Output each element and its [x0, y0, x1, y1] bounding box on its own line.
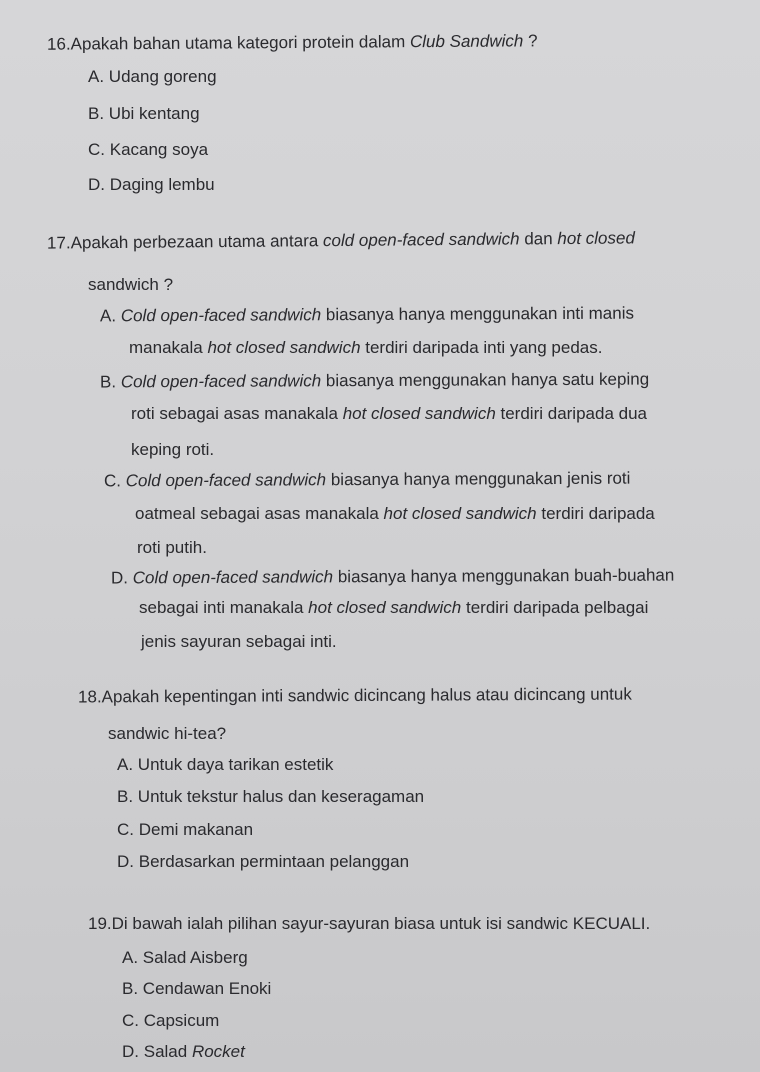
q17-option-a-line2 [129, 338, 602, 358]
option-text: terdiri daripada [536, 504, 655, 523]
option-letter: A. [122, 948, 139, 967]
option-letter: C. [88, 140, 105, 159]
question-number: 18. [77, 687, 102, 707]
option-letter: B. [99, 372, 117, 392]
question-text: dan [519, 229, 558, 249]
question-17-stem-line1 [47, 228, 635, 253]
option-text: jenis sayuran sebagai inti. [141, 632, 337, 651]
q18-option-d[interactable] [117, 852, 409, 872]
question-number: 17. [46, 233, 71, 253]
q17-option-b-line3 [131, 440, 214, 460]
option-text: biasanya hanya menggunakan buah-buahan [333, 565, 675, 587]
option-text: terdiri daripada inti yang pedas. [360, 338, 603, 357]
option-text: Udang goreng [108, 67, 217, 86]
option-letter: C. [122, 1011, 139, 1030]
option-text-italic: hot closed sandwich [207, 338, 361, 357]
option-text: terdiri daripada dua [495, 404, 647, 423]
option-text: Salad [143, 1042, 192, 1061]
option-text-italic: Cold open-faced sandwich [120, 371, 322, 392]
question-number: 19. [88, 914, 112, 933]
q18-option-c[interactable] [117, 820, 253, 840]
option-text: Untuk tekstur halus dan keseragaman [137, 787, 425, 806]
option-text-italic: hot closed sandwich [383, 504, 537, 523]
question-text-italic: cold open-faced sandwich [322, 229, 520, 251]
q17-option-d-line3 [141, 632, 337, 652]
option-text: roti putih. [137, 538, 207, 557]
question-text: Apakah perbezaan utama antara [70, 231, 324, 253]
q16-option-b[interactable] [88, 104, 200, 124]
question-text: sandwic hi-tea? [108, 724, 227, 743]
option-text: keping roti. [131, 440, 215, 459]
option-letter: D. [117, 852, 134, 871]
option-text: manakala [129, 338, 208, 357]
q17-option-d-line1[interactable] [111, 566, 674, 589]
q17-option-c-line3 [137, 538, 207, 558]
q17-option-b-line1[interactable] [100, 370, 649, 393]
q17-option-c-line2 [135, 504, 655, 524]
option-text: roti sebagai asas manakala [131, 404, 343, 423]
option-text: Untuk daya tarikan estetik [137, 755, 334, 774]
option-text: Ubi kentang [108, 104, 200, 123]
option-letter: A. [88, 67, 105, 86]
question-text: ? [523, 31, 538, 51]
option-text-italic: Cold open-faced sandwich [125, 470, 327, 491]
option-letter: D. [110, 568, 129, 588]
q17-option-b-line2 [131, 404, 647, 424]
question-text: Apakah kepentingan inti sandwic dicincang halus atau dicincang untuk [101, 684, 632, 707]
option-letter: D. [122, 1042, 139, 1061]
option-letter: B. [122, 979, 139, 998]
q18-option-a[interactable] [117, 755, 333, 775]
option-letter: C. [117, 820, 134, 839]
q16-option-d[interactable] [88, 175, 215, 195]
question-16-stem [47, 31, 538, 54]
option-text: Kacang soya [109, 140, 209, 159]
option-text-italic: Cold open-faced sandwich [132, 567, 334, 588]
q18-option-b[interactable] [117, 787, 424, 807]
q17-option-d-line2 [139, 598, 648, 618]
question-text: sandwich [88, 275, 159, 294]
option-text-italic: Rocket [191, 1042, 245, 1061]
q19-option-b[interactable] [122, 979, 271, 999]
question-number: 16. [46, 34, 71, 54]
option-text: Capsicum [143, 1011, 220, 1030]
option-text-italic: Cold open-faced sandwich [120, 305, 322, 326]
q17-option-c-line1[interactable] [104, 469, 631, 492]
question-19-stem [88, 914, 650, 934]
option-letter: D. [88, 175, 105, 194]
question-text-italic: hot closed [557, 228, 635, 249]
q19-option-d[interactable] [122, 1042, 245, 1062]
option-letter: B. [117, 787, 134, 806]
option-text: biasanya menggunakan hanya satu keping [321, 369, 650, 391]
q19-option-a[interactable] [122, 948, 248, 968]
option-letter: A. [117, 755, 134, 774]
option-letter: B. [88, 104, 105, 123]
question-text-italic: Club Sandwich [409, 31, 524, 52]
option-text: Berdasarkan permintaan pelanggan [138, 852, 410, 871]
option-text-italic: hot closed sandwich [308, 598, 462, 617]
option-letter: A. [99, 306, 117, 326]
question-18-stem-line1 [78, 685, 632, 708]
option-text: Demi makanan [138, 820, 254, 839]
option-text-italic: hot closed sandwich [342, 404, 496, 423]
q16-option-a[interactable] [88, 67, 217, 87]
question-text: Apakah bahan utama kategori protein dalam [70, 32, 410, 54]
option-letter: C. [103, 471, 122, 491]
option-text: oatmeal sebagai asas manakala [135, 504, 384, 523]
option-text: Cendawan Enoki [142, 979, 272, 998]
option-text: terdiri daripada pelbagai [461, 598, 649, 617]
q17-option-a-line1[interactable] [100, 304, 634, 327]
option-text: sebagai inti manakala [139, 598, 309, 617]
option-text: biasanya hanya menggunakan inti manis [321, 303, 635, 325]
question-text: ? [158, 275, 174, 294]
question-text: Di bawah ialah pilihan sayur-sayuran biasa untuk isi sandwic KECUALI. [111, 914, 651, 933]
option-text: Daging lembu [109, 175, 215, 194]
option-text: biasanya hanya menggunakan jenis roti [326, 468, 631, 490]
question-17-stem-line2 [88, 275, 173, 295]
q16-option-c[interactable] [88, 140, 208, 160]
question-18-stem-line2 [108, 724, 226, 744]
q19-option-c[interactable] [122, 1011, 219, 1031]
option-text: Salad Aisberg [142, 948, 248, 967]
